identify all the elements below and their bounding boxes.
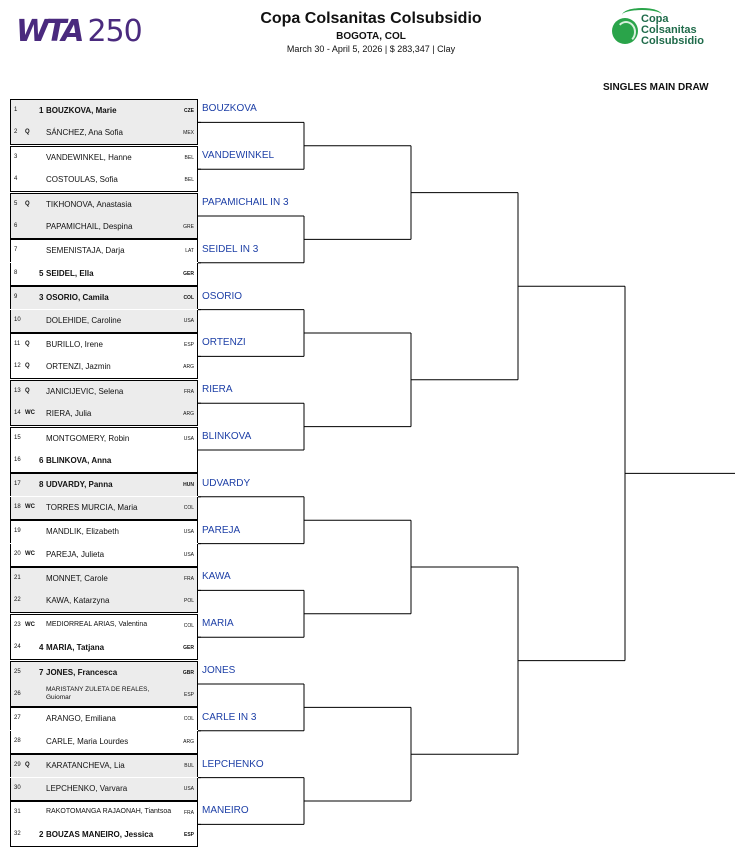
player-name: LEPCHENKO, Varvara [46,783,128,793]
player-country: CZE [184,108,194,114]
player-country: GER [183,270,194,277]
entry-status: Q [25,200,30,207]
player-name: SEIDEL, Ella [46,268,94,278]
player-name: MONTGOMERY, Robin [46,433,130,443]
round2-winner: BLINKOVA [202,431,252,442]
player-country: USA [183,317,194,324]
draw-position: 29 [14,762,21,769]
draw-position: 8 [14,269,18,276]
draw-position: 26 [14,691,21,697]
round2-winner: PAPAMICHAIL IN 3 [202,197,289,208]
draw-position: 14 [14,410,21,417]
player-name: KARATANCHEVA, Lia [46,761,125,771]
draw-position: 15 [14,434,21,441]
player-name: OSORIO, Camila [46,293,109,303]
player-name: BLINKOVA, Anna [46,456,112,465]
draw-position: 9 [14,294,18,301]
player-name: BOUZAS MANEIRO, Jessica [46,830,154,840]
round2-winner: BOUZKOVA [202,103,257,115]
player-name: TORRES MURCIA, Maria [46,502,138,512]
round2-winner: JONES [202,665,236,676]
draw-position: 10 [14,316,21,323]
player-country: ARG [183,738,194,745]
round2-winner: ORTENZI [202,337,246,349]
round2-winner: VANDEWINKEL [202,150,275,162]
round2-winner: PAREJA [202,524,241,536]
draw-position: 20 [14,550,21,557]
draw-position: 16 [14,457,21,463]
draw-position: 13 [14,387,21,394]
tournament-city: BOGOTA, COL [336,31,406,42]
player-country: ESP [183,832,194,839]
draw-position: 2 [14,129,18,136]
player-name: MARIA, Tatjana [46,643,105,653]
copa-logo-text: Copa Colsanitas Colsubsidio [641,13,704,47]
draw-position: 22 [14,597,21,604]
entry-status: Q [25,762,30,769]
draw-label: SINGLES MAIN DRAW [603,82,709,93]
player-name: KAWA, Katarzyna [46,596,110,606]
player-country: ESP [183,692,194,698]
draw-position: 4 [14,176,18,183]
player-name: MARISTANY ZULETA DE REALES, Guiomar [46,686,150,701]
draw-position: 3 [14,153,18,160]
round2-winner: MANEIRO [202,805,249,817]
tournament-title: Copa Colsanitas Colsubsidio [260,10,482,27]
player-country: COL [183,622,194,629]
draw-position: 23 [14,621,21,628]
entry-status: Q [25,341,30,347]
seed-number: 4 [39,643,44,653]
player-name: PAREJA, Julieta [46,549,105,559]
draw-position: 32 [14,831,21,838]
tournament-info: March 30 - April 5, 2026 | $ 283,347 | Clay [286,44,456,54]
round2-winner: OSORIO [202,290,243,302]
player-country: COL [183,716,194,723]
player-country: FRA [184,810,194,816]
player-country: FRA [184,388,194,395]
draw-position: 17 [14,481,21,488]
entry-status: WC [25,621,35,628]
player-name: MEDIORREAL ARIAS, Valentina [46,620,148,628]
player-name: ARANGO, Emiliana [46,714,116,724]
draw-position: 12 [14,363,21,370]
player-country: GER [183,645,194,652]
seed-number: 6 [39,456,44,465]
wta-logo-text: WTA [16,14,82,49]
entry-status: WC [25,550,35,557]
player-name: BURILLO, Irene [46,340,103,349]
player-name: CARLE, Maria Lourdes [46,736,129,746]
player-name: RIERA, Julia [46,409,92,419]
draw-position: 1 [14,107,18,113]
player-name: UDVARDY, Panna [46,480,113,490]
player-country: USA [183,785,194,792]
draw-position: 25 [14,668,21,675]
player-country: ESP [183,342,194,348]
player-country: COL [183,295,194,302]
round2-winner: SEIDEL IN 3 [202,243,259,255]
player-name: JANICIJEVIC, Selena [46,386,124,396]
entry-status: Q [25,387,30,394]
player-name: VANDEWINKEL, Hanne [46,152,132,162]
player-name: SÁNCHEZ, Ana Sofia [46,128,123,138]
round2-winner: KAWA [202,571,231,583]
draw-position: 27 [14,715,21,722]
player-country: HUN [183,482,194,489]
player-country: GRE [183,224,194,230]
player-name: SEMENISTAJA, Darja [46,246,125,256]
draw-position: 31 [14,809,21,815]
player-name: DOLEHIDE, Caroline [46,315,122,325]
player-country: USA [183,529,194,536]
player-country: ARG [183,411,194,418]
player-country: BUL [184,763,194,770]
draw-position: 30 [14,784,21,791]
player-country: USA [183,551,194,558]
player-country: BEL [184,154,194,161]
player-country: COL [183,504,194,511]
round2-winner: MARIA [202,618,234,630]
entry-status: WC [25,503,35,510]
seed-number: 1 [39,106,44,115]
round2-winner: UDVARDY [202,477,251,489]
player-name: RAKOTOMANGA RAJAONAH, Tiantsoa [46,808,172,815]
draw-position: 19 [14,528,21,535]
draw-position: 21 [14,575,21,581]
player-country: POL [183,598,194,605]
draw-position: 7 [14,247,18,254]
draw-position: 18 [14,503,21,510]
player-name: ORTENZI, Jazmin [46,362,111,372]
player-country: BEL [184,177,194,184]
entry-status: WC [25,410,35,417]
player-country: ARG [183,364,194,371]
player-country: FRA [184,576,194,582]
player-name: PAPAMICHAIL, Despina [46,222,133,231]
entry-status: Q [25,129,30,136]
player-name: BOUZKOVA, Marie [46,106,117,115]
draw-position: 28 [14,737,21,744]
seed-number: 5 [39,268,44,278]
player-country: USA [183,435,194,442]
player-country: LAT [185,248,194,255]
round2-winner: RIERA [202,384,233,396]
round2-winner: LEPCHENKO [202,758,264,770]
draw-position: 24 [14,644,21,651]
seed-number: 8 [39,480,44,490]
player-country: MEX [183,130,194,137]
player-name: MONNET, Carole [46,574,108,583]
draw-position: 5 [14,200,18,207]
player-name: JONES, Francesca [46,667,118,677]
round2-winner: CARLE IN 3 [202,711,257,723]
entry-status: Q [25,363,30,370]
player-name: COSTOULAS, Sofia [46,175,118,185]
player-name: MANDLIK, Elizabeth [46,527,119,537]
seed-number: 7 [39,667,44,677]
seed-number: 2 [39,830,44,840]
wta-level-text: 250 [87,14,142,49]
seed-number: 3 [39,293,44,303]
player-country: GBR [182,669,194,676]
draw-position: 11 [14,341,21,347]
player-name: TIKHONOVA, Anastasia [46,199,132,209]
draw-position: 6 [14,223,18,229]
